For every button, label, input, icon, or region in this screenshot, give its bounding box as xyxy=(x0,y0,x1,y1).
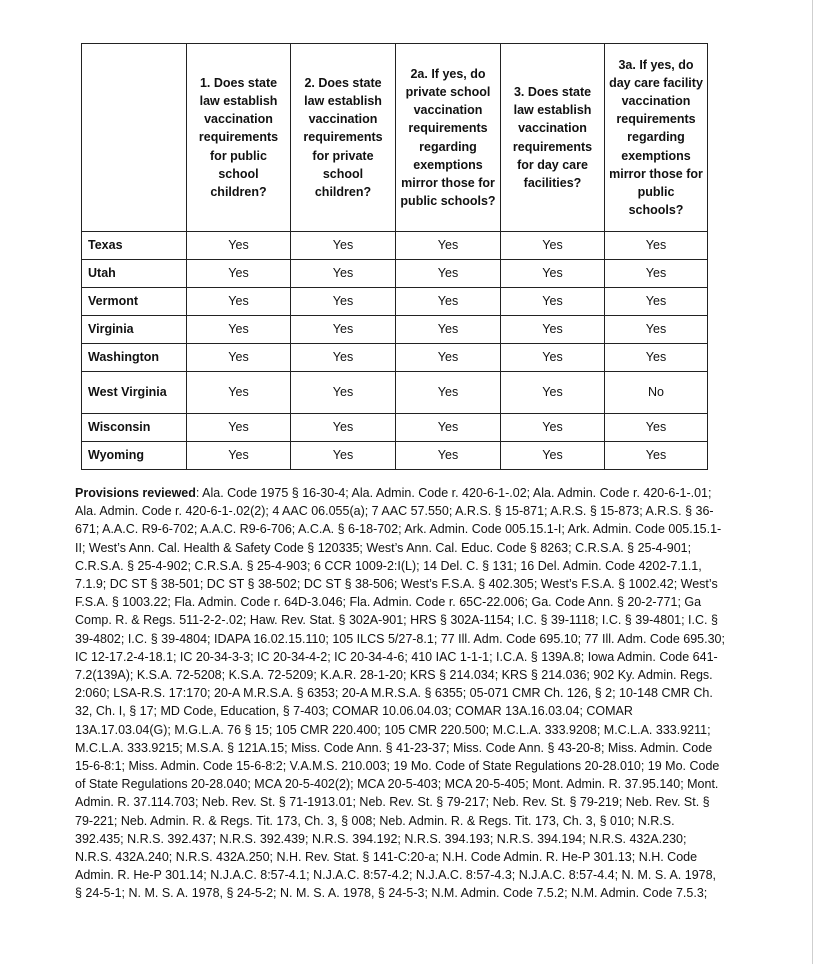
answer-cell: Yes xyxy=(187,442,291,470)
answer-cell: Yes xyxy=(291,442,396,470)
answer-cell: Yes xyxy=(605,288,708,316)
answer-cell: Yes xyxy=(291,414,396,442)
table-row xyxy=(82,414,708,442)
table-row xyxy=(82,260,708,288)
header-private-school: 2. Does state law establish vaccination requirements for private school children? xyxy=(291,44,396,232)
answer-cell: Yes xyxy=(396,414,501,442)
answer-cell: Yes xyxy=(396,232,501,260)
answer-cell: Yes xyxy=(187,260,291,288)
answer-cell: Yes xyxy=(501,414,605,442)
answer-cell: Yes xyxy=(187,316,291,344)
provisions-reviewed xyxy=(75,484,725,903)
answer-cell: Yes xyxy=(501,372,605,414)
header-state xyxy=(82,44,187,232)
answer-cell: Yes xyxy=(291,232,396,260)
answer-cell: Yes xyxy=(501,316,605,344)
table-header-row xyxy=(82,44,708,232)
answer-cell: Yes xyxy=(501,232,605,260)
answer-cell: Yes xyxy=(605,316,708,344)
header-public-school: 1. Does state law establish vaccination requirements for public school children? xyxy=(187,44,291,232)
answer-cell: Yes xyxy=(187,414,291,442)
table-row xyxy=(82,232,708,260)
answer-cell: Yes xyxy=(187,232,291,260)
answer-cell: Yes xyxy=(605,232,708,260)
answer-cell: Yes xyxy=(187,344,291,372)
answer-cell: Yes xyxy=(291,260,396,288)
state-cell: Texas xyxy=(82,232,187,260)
answer-cell: Yes xyxy=(396,288,501,316)
answer-cell: Yes xyxy=(291,316,396,344)
answer-cell: Yes xyxy=(291,288,396,316)
answer-cell: Yes xyxy=(291,372,396,414)
table-row xyxy=(82,442,708,470)
header-day-care: 3. Does state law establish vaccination requirements for day care facilities? xyxy=(501,44,605,232)
state-cell: Wyoming xyxy=(82,442,187,470)
table-row xyxy=(82,344,708,372)
answer-cell: Yes xyxy=(396,260,501,288)
answer-cell: Yes xyxy=(291,344,396,372)
answer-cell: Yes xyxy=(605,260,708,288)
table-row xyxy=(82,372,708,414)
answer-cell: Yes xyxy=(396,372,501,414)
state-cell: Utah xyxy=(82,260,187,288)
answer-cell: Yes xyxy=(396,442,501,470)
answer-cell: Yes xyxy=(501,288,605,316)
answer-cell: Yes xyxy=(187,288,291,316)
answer-cell: Yes xyxy=(605,442,708,470)
state-cell: West Virginia xyxy=(82,372,187,414)
answer-cell: No xyxy=(605,372,708,414)
answer-cell: Yes xyxy=(605,414,708,442)
provisions-label: Provisions reviewed xyxy=(75,486,196,500)
answer-cell: Yes xyxy=(187,372,291,414)
state-cell: Vermont xyxy=(82,288,187,316)
header-day-care-exemptions: 3a. If yes, do day care facility vaccination requirements regarding exemptions mirror those for public schools? xyxy=(605,44,708,232)
state-cell: Virginia xyxy=(82,316,187,344)
answer-cell: Yes xyxy=(501,344,605,372)
answer-cell: Yes xyxy=(605,344,708,372)
page-edge-rule xyxy=(812,0,813,964)
provisions-text: : Ala. Code 1975 § 16-30-4; Ala. Admin. Code r. 420-6-1-.02; Ala. Admin. Code r. 420-6-1-.01; Ala. Admin. Code r. 420-6-1-.02(2); 4 AAC 06.055(a); 7 AAC 57.550; A.R.S. § 15-871; A.R.S. § 15-873; A.R.S. § 36-671; A.A.C. R9-6-702; A.A.C. R9-6-706; A.C.A. § 6-18-702; Ark. Admin. Code 005.15.1-I; Ark. Admin. Code 005.15.1-II; West’s Ann. Cal. Health & Safety Code § 120335; West’s Ann. Cal. Educ. Code § 8263; C.R.S.A. § 25-4-901; C.R.S.A. § 25-4-902; C.R.S.A. § 25-4-903; 6 CCR 1009-2:I(L); 14 Del. C. § 131; 16 Del. Admin. Code 4202-7.1.1, 7.1.9; DC ST § 38-501; DC ST § 38-502; DC ST § 38-506; West’s F.S.A. § 402.305; West’s F.S.A. § 1002.42; West’s F.S.A. § 1003.22; Fla. Admin. Code r. 64D-3.046; Fla. Admin. Code r. 65C-22.006; Ga. Code Ann. § 20-2-771; Ga Comp. R. & Regs. 511-2-2-.02; Haw. Rev. Stat. § 302A-901; HRS § 302A-1154; I.C. § 39-1118; I.C. § 39-4801; I.C. § 39-4802; I.C. § 39-4804; IDAPA 16.02.15.110; 105 ILCS 5/27-8.1; 77 Ill. Adm. Code 695.10; 77 Ill. Adm. Code 695.30; IC 12-17.2-4-18.1; IC 20-34-3-3; IC 20-34-4-2; IC 20-34-4-6; 410 IAC 1-1-1; I.C.A. § 139A.8; Iowa Admin. Code 641-7.2(139A); K.S.A. 72-5208; K.S.A. 72-5209; K.A.R. 28-1-20; KRS § 214.034; KRS § 214.036; 902 Ky. Admin. Regs. 2:060; LSA-R.S. 17:170; 20-A M.R.S.A. § 6353; 20-A M.R.S.A. § 6355; 05-071 CMR Ch. 126, § 2; 10-148 CMR Ch. 32, Ch. I, § 17; MD Code, Education, § 7-403; COMAR 10.06.04.03; COMAR 13A.16.03.04; COMAR 13A.17.03.04(G); M.G.L.A. 76 § 15; 105 CMR 220.400; 105 CMR 220.500; M.C.L.A. 333.9208; M.C.L.A. 333.9211; M.C.L.A. 333.9215; M.S.A. § 121A.15; Miss. Code Ann. § 41-23-37; Miss. Code Ann. § 43-20-8; Miss. Admin. Code 15-6-8:1; Miss. Admin. Code 15-6-8:2; V.A.M.S. 210.003; 19 Mo. Code of State Regulations 20-28.010; 19 Mo. Code of State Regulations 20-28.040; MCA 20-5-402(2); MCA 20-5-403; MCA 20-5-405; Mont. Admin. R. 37.95.140; Mont. Admin. R. 37.114.703; Neb. Rev. St. § 71-1913.01; Neb. Rev. St. § 79-217; Neb. Rev. St. § 79-219; Neb. Rev. St. § 79-221; Neb. Admin. R. & Regs. Tit. 173, Ch. 3, § 008; Neb. Admin. R. & Regs. Tit. 173, Ch. 3, § 010; N.R.S. 392.435; N.R.S. 392.437; N.R.S. 392.439; N.R.S. 394.192; N.R.S. 394.193; N.R.S. 394.194; N.R.S. 432A.230; N.R.S. 432A.240; N.R.S. 432A.250; N.H. Rev. Stat. § 141-C:20-a; N.H. Code Admin. R. He-P 301.13; N.H. Code Admin. R. He-P 301.14; N.J.A.C. 8:57-4.1; N.J.A.C. 8:57-4.2; N.J.A.C. 8:57-4.3; N.J.A.C. 8:57-4.4; N. M. S. A. 1978, § 24-5-1; N. M. S. A. 1978, § 24-5-2; N. M. S. A. 1978, § 24-5-3; N.M. Admin. Code 7.5.2; N.M. Admin. Code 7.5.3; xyxy=(75,486,725,901)
state-cell: Wisconsin xyxy=(82,414,187,442)
vaccination-requirements-table xyxy=(81,43,708,470)
state-cell: Washington xyxy=(82,344,187,372)
answer-cell: Yes xyxy=(501,442,605,470)
answer-cell: Yes xyxy=(501,260,605,288)
table-row xyxy=(82,316,708,344)
answer-cell: Yes xyxy=(396,344,501,372)
header-private-exemptions: 2a. If yes, do private school vaccination requirements regarding exemptions mirror those for public schools? xyxy=(396,44,501,232)
table-row xyxy=(82,288,708,316)
answer-cell: Yes xyxy=(396,316,501,344)
